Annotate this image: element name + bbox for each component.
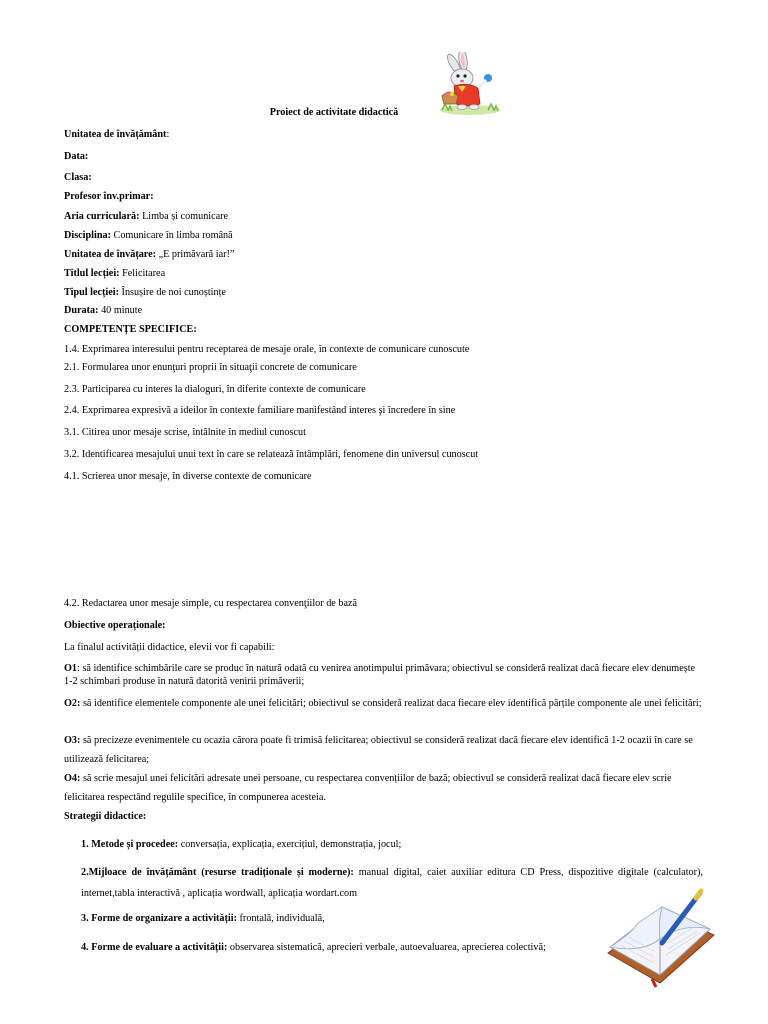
objectives-heading: Obiective operaționale: <box>64 620 166 631</box>
field-label: Unitatea de învățare: <box>64 249 157 260</box>
objective-o3: O3: să precizeze evenimentele cu ocazia cărora poate fi trimisă felicitarea; obiectivul se consideră realizat dacă fiecare elev identifică 1-2 ocazii în care se utilizează felicitarea; <box>64 735 693 765</box>
field-label: Durata: <box>64 305 99 316</box>
competence-item: 2.3. Participarea cu interes la dialoguri, în diferite contexte de comunicare <box>64 384 366 395</box>
competence-item: 3.1. Citirea unor mesaje scrise, întâlnite în mediul cunoscut <box>64 427 306 438</box>
header-field <box>64 171 92 184</box>
field-label: Unitatea de învățământ <box>64 129 167 140</box>
header-field <box>64 128 169 141</box>
objective-o1: O1: să identifice schimbările care se produc în natură odată cu venirea anotimpului primăvara; obiectivul se consideră realizat dacă fiecare elev denumește 1-2 schimbari produse în natură datorită venirii primăverii; <box>64 663 696 687</box>
strategy-organization: 3. Forme de organizare a activității: frontală, individuală, <box>81 913 325 924</box>
objectives-intro: La finalul activității didactice, elevii vor fi capabili: <box>64 642 275 653</box>
objective-o2: O2: să identifice elementele componente ale unei felicitări; obiectivul se consideră realizat daca fiecare elev identifică părțile componente ale unei felicitări; <box>64 698 702 709</box>
competence-item: 1.4. Exprimarea interesului pentru receptarea de mesaje orale, în contexte de comunicare cunoscute <box>64 344 470 355</box>
header-field <box>64 229 233 242</box>
field-label: Aria curriculară: <box>64 211 140 222</box>
header-field <box>64 286 226 299</box>
competence-item: 4.2. Redactarea unor mesaje simple, cu respectarea convenţiilor de bază <box>64 598 358 609</box>
competence-item: 2.1. Formularea unor enunţuri proprii în situaţii concrete de comunicare <box>64 362 357 373</box>
field-label: Profesor înv.primar: <box>64 191 154 202</box>
competences-heading: COMPETENȚE SPECIFICE: <box>64 324 197 335</box>
strategy-means: 2.Mijloace de învățământ (resurse tradiționale și moderne): manual digital, caiet auxiliar editura CD Press, dispozitive digitale (calculator), internet,tabla interactivă , aplicația wordwall, aplicația wordart.com <box>81 867 703 899</box>
field-value: Felicitarea <box>119 268 166 279</box>
header-field <box>64 150 88 163</box>
strategies-heading: Strategii didactice: <box>64 811 147 822</box>
field-separator: : <box>166 129 170 140</box>
header-field <box>64 248 234 261</box>
page-title: Proiect de activitate didactică <box>269 107 399 118</box>
header-field <box>64 267 165 280</box>
field-value: Însușire de noi cunoștințe <box>119 287 226 298</box>
field-label: Clasa: <box>64 172 92 183</box>
header-field <box>64 190 154 203</box>
open-book-pen-icon <box>602 883 718 993</box>
objective-o4: O4: să scrie mesajul unei felicitări adresate unei persoane, cu respectarea convențiilor de bază; obiectivul se consideră realizat dacă fiecare elev scrie felicitarea respectând regulile specifice, în compunerea acesteia. <box>64 773 672 803</box>
strategy-methods: 1. Metode și procedee: conversația, explicația, exercițiul, demonstrația, jocul; <box>81 839 402 850</box>
competence-item: 4.1. Scrierea unor mesaje, în diverse contexte de comunicare <box>64 471 312 482</box>
field-label: Data: <box>64 151 89 162</box>
field-value: „E primăvară iar!” <box>156 249 235 260</box>
field-value: Comunicare în limba română <box>110 230 233 241</box>
header-field <box>64 304 142 317</box>
field-label: Disciplina: <box>64 230 111 241</box>
field-value: 40 minute <box>98 305 143 316</box>
field-label: Titlul lecției: <box>64 268 120 279</box>
header-field <box>64 210 228 223</box>
field-label: Tipul lecției: <box>64 287 119 298</box>
competence-item: 3.2. Identificarea mesajului unui text în care se relatează întâmplări, fenomene din universul cunoscut <box>64 449 479 460</box>
field-value: Limba și comunicare <box>139 211 229 222</box>
strategy-evaluation: 4. Forme de evaluare a activității: observarea sistematică, aprecieri verbale, autoevaluarea, aprecierea colectivă; <box>81 942 546 953</box>
competence-item: 2.4. Exprimarea expresivă a ideilor în contexte familiare manifestând interes şi încredere în sine <box>64 405 456 416</box>
